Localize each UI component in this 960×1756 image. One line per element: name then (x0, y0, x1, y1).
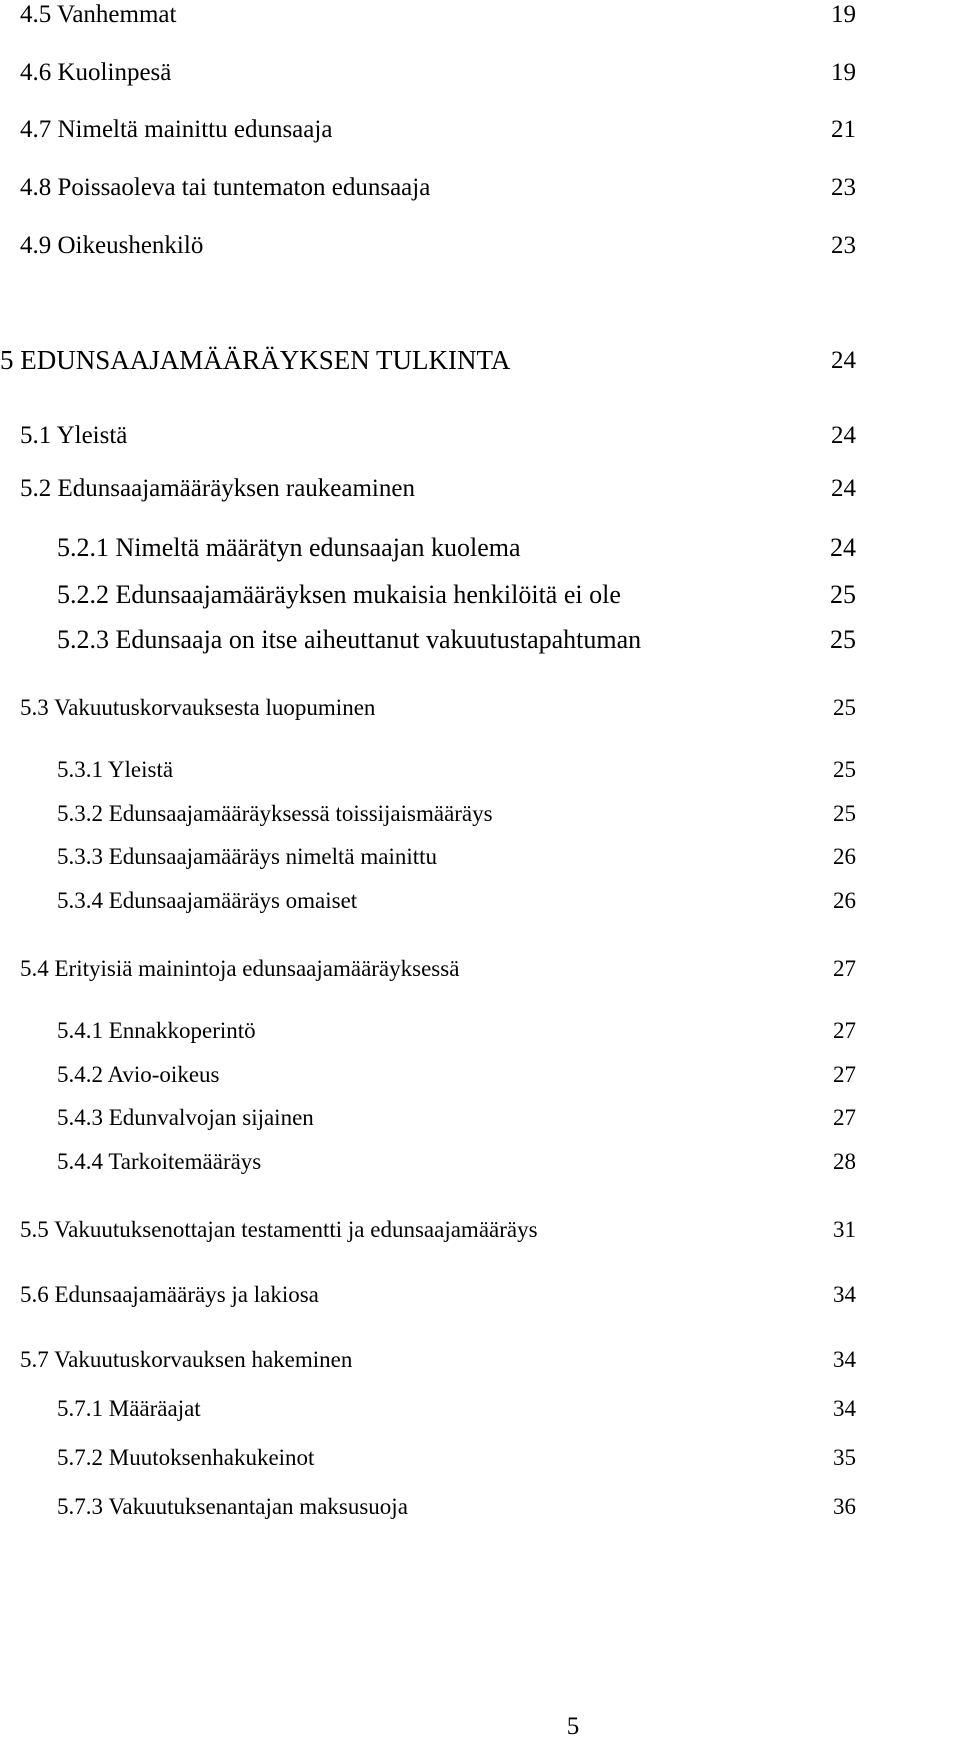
toc-entry[interactable] (0, 1147, 960, 1187)
toc-entry[interactable] (0, 580, 960, 620)
toc-entry[interactable] (0, 1060, 960, 1100)
toc-entry-title: 5.4.3 Edunvalvojan sijainen (57, 1105, 314, 1130)
toc-entry[interactable] (0, 421, 960, 461)
toc-chapter-title: 5 EDUNSAAJAMÄÄRÄYKSEN TULKINTA (0, 345, 511, 375)
toc-entry-title: 5.4.4 Tarkoitemääräys (57, 1149, 262, 1174)
toc-entry[interactable] (0, 1394, 960, 1434)
toc-entry[interactable] (0, 799, 960, 839)
toc-entry-title: 5.3.3 Edunsaajamääräys nimeltä mainittu (57, 844, 438, 869)
toc-entry[interactable] (0, 1280, 960, 1320)
toc-entry[interactable] (0, 954, 960, 994)
toc-entry-page: 28 (833, 1149, 856, 1174)
toc-entry-title: 4.5 Vanhemmat (20, 1, 177, 28)
toc-entry-title: 5.3.1 Yleistä (57, 757, 174, 782)
toc-entry-title: 5.4.2 Avio-oikeus (57, 1062, 220, 1087)
toc-entry[interactable] (0, 58, 960, 98)
toc-entry[interactable] (0, 474, 960, 514)
toc-entry[interactable] (0, 0, 960, 40)
toc-entry-title: 4.9 Oikeushenkilö (20, 232, 204, 259)
toc-entry-title: 5.3 Vakuutuskorvauksesta luopuminen (20, 695, 376, 720)
toc-entry-page: 34 (833, 1347, 856, 1372)
toc-entry-page: 24 (831, 475, 856, 502)
toc-entry-page: 36 (833, 1494, 856, 1519)
toc-entry-title: 4.6 Kuolinpesä (20, 59, 172, 86)
toc-entry[interactable] (0, 755, 960, 795)
toc-entry-page: 24 (831, 347, 856, 374)
toc-entry[interactable] (0, 886, 960, 926)
toc-entry-title: 5.2.2 Edunsaajamääräyksen mukaisia henkilöitä ei ole (57, 580, 621, 609)
toc-entry-title: 5.2.1 Nimeltä määrätyn edunsaajan kuolema (57, 533, 521, 562)
toc-entry-page: 31 (833, 1217, 856, 1242)
toc-entry-page: 26 (833, 844, 856, 869)
toc-entry-page: 23 (831, 232, 856, 259)
toc-entry[interactable] (0, 173, 960, 213)
toc-entry[interactable] (0, 1345, 960, 1385)
toc-entry-title: 5.3.4 Edunsaajamääräys omaiset (57, 888, 358, 913)
toc-entry-page: 23 (831, 174, 856, 201)
toc-entry[interactable] (0, 842, 960, 882)
toc-entry-page: 27 (833, 1105, 856, 1130)
toc-entry-page: 25 (833, 695, 856, 720)
toc-entry-page: 27 (833, 1018, 856, 1043)
toc-entry-page: 19 (831, 1, 856, 28)
toc-entry[interactable] (0, 533, 960, 573)
toc-entry-title: 4.8 Poissaoleva tai tuntematon edunsaaja (20, 174, 431, 201)
toc-entry-page: 25 (830, 580, 856, 609)
toc-entry-page: 27 (833, 1062, 856, 1087)
toc-entry-page: 27 (833, 956, 856, 981)
toc-entry-page: 24 (831, 422, 856, 449)
toc-entry[interactable] (0, 693, 960, 733)
toc-entry[interactable] (0, 1443, 960, 1483)
toc-entry-page: 25 (833, 757, 856, 782)
toc-entry[interactable] (0, 115, 960, 155)
toc-entry-title: 5.2.3 Edunsaaja on itse aiheuttanut vakuutustapahtuman (57, 625, 642, 654)
toc-entry[interactable] (0, 231, 960, 271)
toc-entry-page: 21 (831, 116, 856, 143)
toc-entry-page: 24 (830, 533, 856, 562)
toc-entry-title: 5.5 Vakuutuksenottajan testamentti ja edunsaajamääräys (20, 1217, 538, 1242)
toc-entry-page: 34 (833, 1396, 856, 1421)
toc-entry[interactable] (0, 1016, 960, 1056)
toc-entry-title: 5.2 Edunsaajamääräyksen raukeaminen (20, 475, 415, 502)
toc-entry-title: 4.7 Nimeltä mainittu edunsaaja (20, 116, 333, 143)
toc-entry[interactable] (0, 1215, 960, 1255)
toc-entry-page: 25 (830, 625, 856, 654)
toc-entry[interactable] (0, 1103, 960, 1143)
toc-entry-page: 34 (833, 1282, 856, 1307)
toc-entry-title: 5.7.3 Vakuutuksenantajan maksusuoja (57, 1494, 408, 1519)
toc-entry-title: 5.4 Erityisiä mainintoja edunsaajamääräyksessä (20, 956, 460, 981)
toc-entry-title: 5.1 Yleistä (20, 422, 128, 449)
toc-entry-title: 5.4.1 Ennakkoperintö (57, 1018, 256, 1043)
toc-entry-page: 35 (833, 1445, 856, 1470)
toc-entry-page: 26 (833, 888, 856, 913)
page-number: 5 (566, 1713, 580, 1740)
toc-entry-page: 25 (833, 801, 856, 826)
toc-chapter-entry[interactable] (0, 344, 960, 384)
toc-entry-title: 5.7.1 Määräajat (57, 1396, 201, 1421)
toc-entry[interactable] (0, 1492, 960, 1532)
toc-entry-title: 5.3.2 Edunsaajamääräyksessä toissijaismääräys (57, 801, 493, 826)
toc-entry-title: 5.6 Edunsaajamääräys ja lakiosa (20, 1282, 319, 1307)
toc-entry-page: 19 (831, 59, 856, 86)
toc-entry-title: 5.7 Vakuutuskorvauksen hakeminen (20, 1347, 353, 1372)
toc-entry-title: 5.7.2 Muutoksenhakukeinot (57, 1445, 315, 1470)
toc-entry[interactable] (0, 625, 960, 665)
